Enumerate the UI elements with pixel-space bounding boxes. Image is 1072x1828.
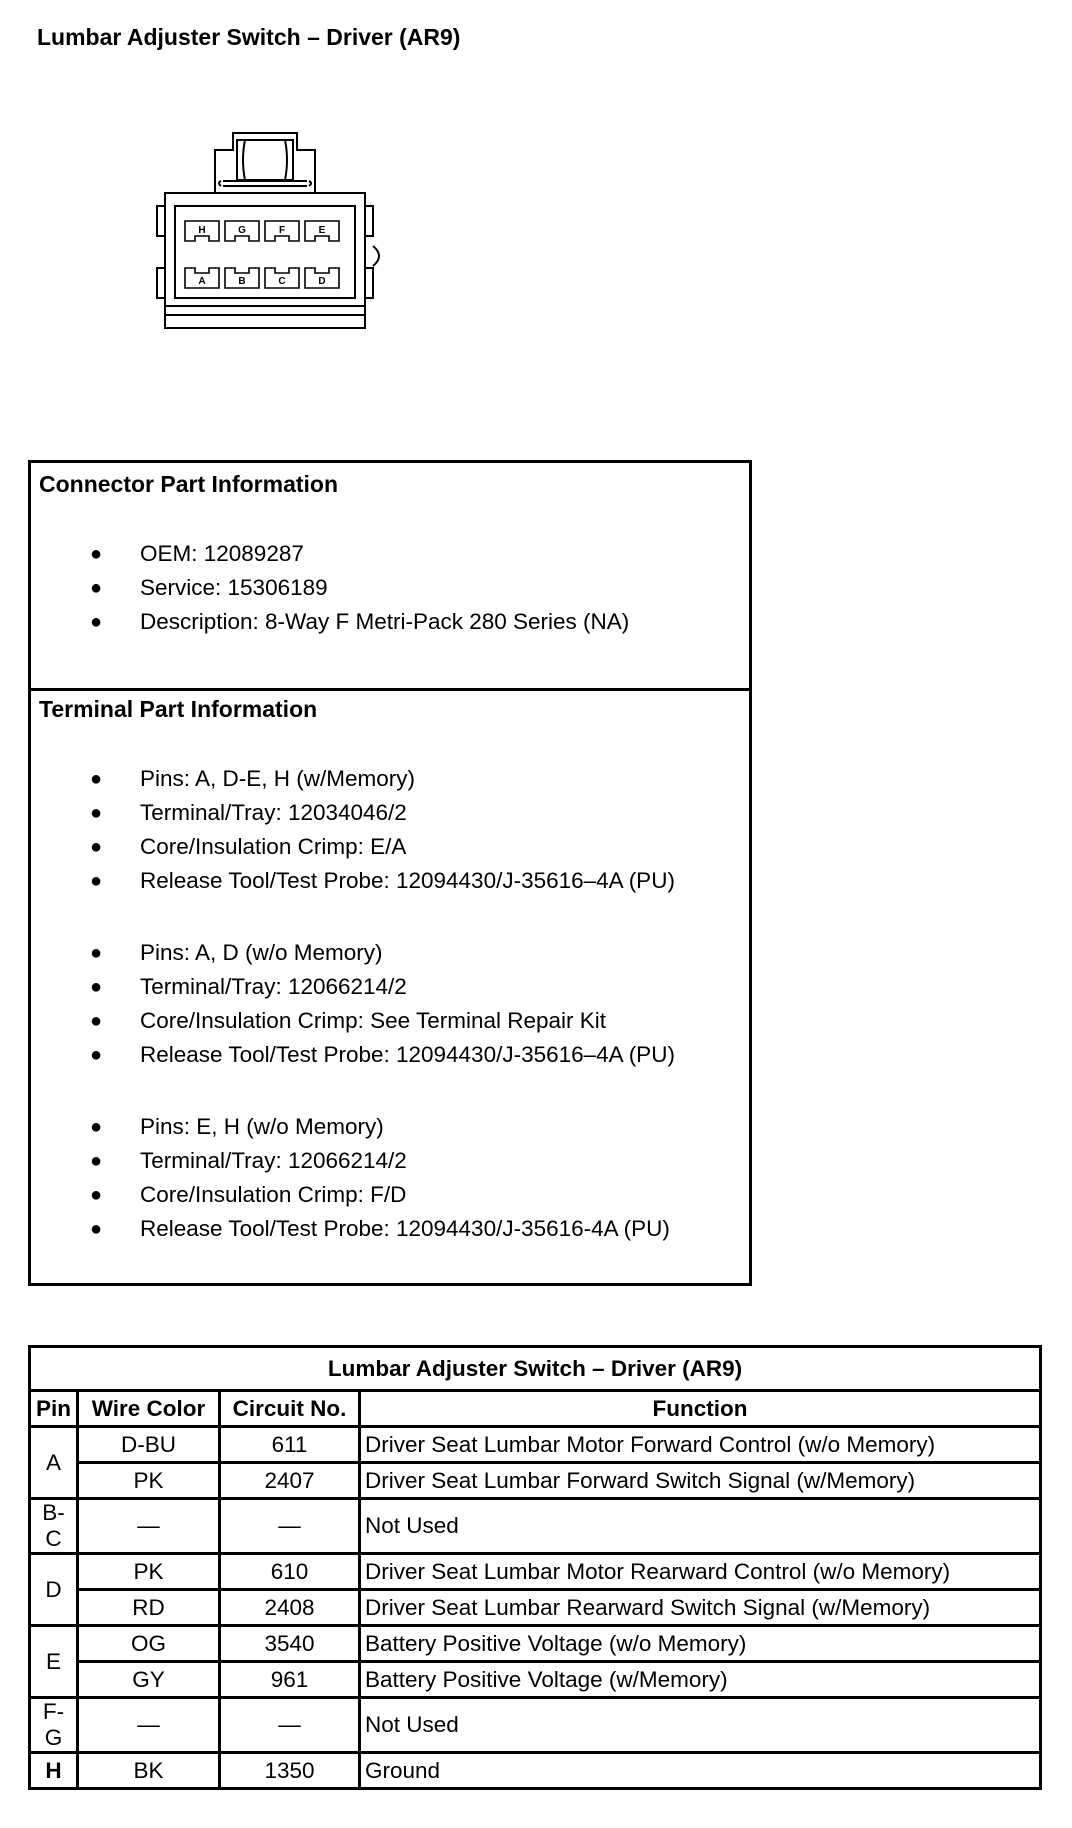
cell-circuit-no: 611 (220, 1427, 360, 1463)
page-title: Lumbar Adjuster Switch – Driver (AR9) (37, 24, 461, 50)
pinout-table (28, 1345, 1042, 1790)
cell-function: Driver Seat Lumbar Forward Switch Signal (w/Memory) (360, 1463, 1041, 1499)
connector-diagram (155, 128, 385, 338)
list-item-text: Terminal/Tray: 12066214/2 (140, 974, 407, 999)
pin-label: B (238, 276, 246, 287)
table-row (30, 1753, 1041, 1789)
cell-pin: E (30, 1626, 78, 1698)
cell-circuit-no: 961 (220, 1662, 360, 1698)
bullet-icon: ● (90, 768, 103, 790)
cell-circuit-no: 3540 (220, 1626, 360, 1662)
list-item-text: OEM: 12089287 (140, 541, 304, 566)
list-item-text: Pins: A, D (w/o Memory) (140, 940, 383, 965)
connector-info-heading: Connector Part Information (39, 471, 339, 497)
bullet-icon: ● (90, 577, 103, 599)
cell-circuit-no: 1350 (220, 1753, 360, 1789)
connector-part-info (31, 463, 749, 691)
cell-circuit-no: 610 (220, 1554, 360, 1590)
list-item-text: Release Tool/Test Probe: 12094430/J-35616–4A (PU) (140, 868, 675, 893)
pin-cavity-g (225, 221, 259, 241)
bullet-icon: ● (90, 1116, 103, 1138)
cell-wire-color: — (78, 1499, 220, 1554)
bullet-icon: ● (90, 543, 103, 565)
cell-function: Driver Seat Lumbar Motor Forward Control (w/o Memory) (360, 1427, 1041, 1463)
terminal-group (31, 936, 749, 1072)
list-item-text: Pins: E, H (w/o Memory) (140, 1114, 384, 1139)
table-row (30, 1554, 1041, 1590)
bullet-icon: ● (90, 1044, 103, 1066)
list-item (31, 970, 749, 1004)
cell-pin: H (30, 1753, 78, 1789)
pin-cavity-e (305, 221, 339, 241)
pin-cavity-b (225, 268, 259, 288)
list-item (31, 864, 749, 898)
cell-pin: F-G (30, 1698, 78, 1753)
cell-pin: A (30, 1427, 78, 1499)
list-item-text: Terminal/Tray: 12034046/2 (140, 800, 407, 825)
cell-pin: D (30, 1554, 78, 1626)
pin-label: F (278, 225, 286, 236)
list-item-text: Release Tool/Test Probe: 12094430/J-35616-4A (PU) (140, 1216, 670, 1241)
bullet-icon: ● (90, 1184, 103, 1206)
cell-circuit-no: 2408 (220, 1590, 360, 1626)
cell-circuit-no: 2407 (220, 1463, 360, 1499)
bullet-icon: ● (90, 611, 103, 633)
cell-function: Driver Seat Lumbar Motor Rearward Control (w/o Memory) (360, 1554, 1041, 1590)
cell-wire-color: PK (78, 1554, 220, 1590)
bullet-icon: ● (90, 1010, 103, 1032)
cell-wire-color: BK (78, 1753, 220, 1789)
list-item-text: Description: 8-Way F Metri-Pack 280 Series (NA) (140, 609, 630, 634)
cell-circuit-no: — (220, 1698, 360, 1753)
list-item-text: Core/Insulation Crimp: F/D (140, 1182, 407, 1207)
list-item-text: Core/Insulation Crimp: E/A (140, 834, 407, 859)
list-item-text: Terminal/Tray: 12066214/2 (140, 1148, 407, 1173)
list-item (31, 537, 749, 571)
list-item-text: Pins: A, D-E, H (w/Memory) (140, 766, 416, 791)
pin-label: G (238, 225, 246, 236)
list-item-text: Release Tool/Test Probe: 12094430/J-35616–4A (PU) (140, 1042, 675, 1067)
header-circuit-no: Circuit No. (220, 1391, 360, 1427)
bullet-icon: ● (90, 1218, 103, 1240)
list-item (31, 830, 749, 864)
cell-pin: B-C (30, 1499, 78, 1554)
list-item-text: Service: 15306189 (140, 575, 328, 600)
list-item (31, 796, 749, 830)
header-pin: Pin (30, 1391, 78, 1427)
list-item (31, 1038, 749, 1072)
list-item (31, 571, 749, 605)
cell-wire-color: D-BU (78, 1427, 220, 1463)
pin-label: E (318, 225, 326, 236)
connector-info-list (31, 537, 749, 639)
table-row (30, 1698, 1041, 1753)
list-item (31, 1212, 749, 1246)
pin-label: D (318, 276, 326, 287)
pin-cavity-a (185, 268, 219, 288)
list-item (31, 1004, 749, 1038)
bullet-icon: ● (90, 802, 103, 824)
list-item (31, 1110, 749, 1144)
bullet-icon: ● (90, 976, 103, 998)
bullet-icon: ● (90, 870, 103, 892)
cell-circuit-no: — (220, 1499, 360, 1554)
pin-cavity-f (265, 221, 299, 241)
list-item (31, 762, 749, 796)
terminal-part-info (31, 688, 749, 1283)
cell-function: Ground (360, 1753, 1041, 1789)
bullet-icon: ● (90, 1150, 103, 1172)
cell-function: Driver Seat Lumbar Rearward Switch Signal (w/Memory) (360, 1590, 1041, 1626)
cell-wire-color: PK (78, 1463, 220, 1499)
table-row (30, 1626, 1041, 1662)
pin-label: A (198, 276, 206, 287)
cell-function: Not Used (360, 1499, 1041, 1554)
table-row (30, 1427, 1041, 1463)
table-row (30, 1662, 1041, 1698)
cell-function: Not Used (360, 1698, 1041, 1753)
table-row (30, 1463, 1041, 1499)
bullet-icon: ● (90, 942, 103, 964)
table-caption: Lumbar Adjuster Switch – Driver (AR9) (30, 1347, 1041, 1391)
terminal-info-heading: Terminal Part Information (39, 696, 318, 722)
cell-function: Battery Positive Voltage (w/Memory) (360, 1662, 1041, 1698)
cell-wire-color: RD (78, 1590, 220, 1626)
list-item (31, 605, 749, 639)
list-item (31, 1178, 749, 1212)
bullet-icon: ● (90, 836, 103, 858)
cell-wire-color: GY (78, 1662, 220, 1698)
list-item (31, 1144, 749, 1178)
terminal-group (31, 1110, 749, 1246)
table-row (30, 1499, 1041, 1554)
header-wire-color: Wire Color (78, 1391, 220, 1427)
table-row (30, 1590, 1041, 1626)
header-function: Function (360, 1391, 1041, 1427)
pin-cavity-d (305, 268, 339, 288)
terminal-group (31, 762, 749, 898)
pin-cavity-c (265, 268, 299, 288)
part-information-box (28, 460, 752, 1286)
list-item (31, 936, 749, 970)
pin-label: C (278, 276, 286, 287)
cell-wire-color: OG (78, 1626, 220, 1662)
pin-cavity-h (185, 221, 219, 241)
cell-wire-color: — (78, 1698, 220, 1753)
list-item-text: Core/Insulation Crimp: See Terminal Repair Kit (140, 1008, 607, 1033)
pin-label: H (198, 225, 206, 236)
table-header-row (30, 1391, 1041, 1427)
cell-function: Battery Positive Voltage (w/o Memory) (360, 1626, 1041, 1662)
